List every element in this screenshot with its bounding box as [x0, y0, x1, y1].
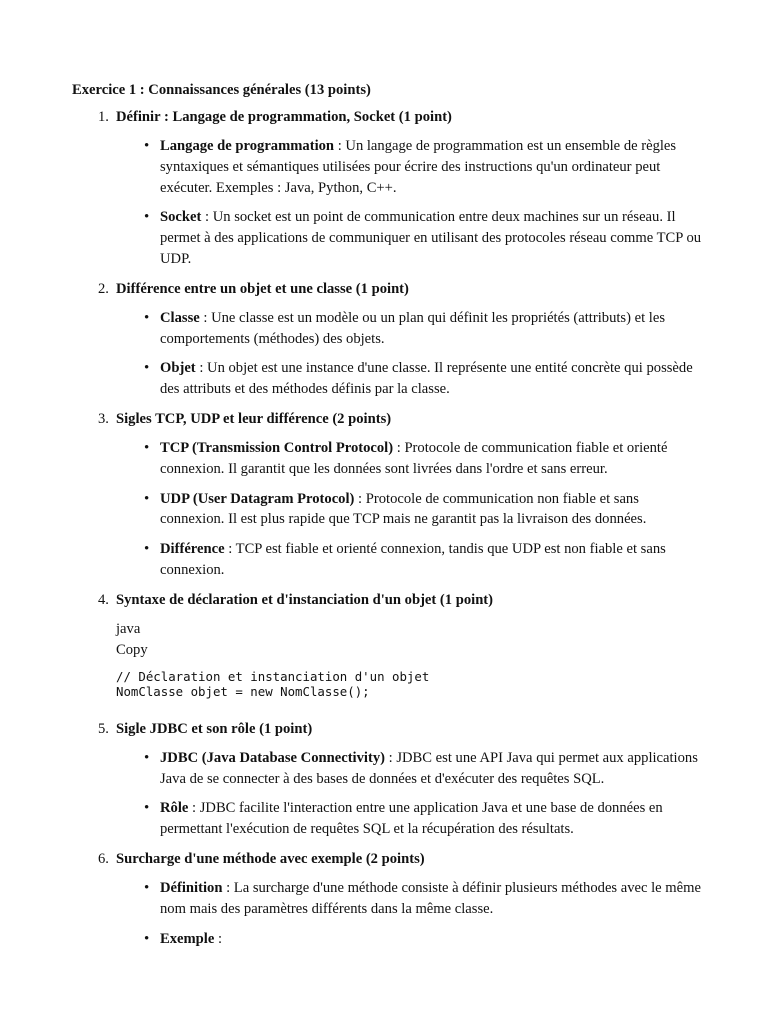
document-page: [72, 80, 702, 949]
list-item: [116, 798, 702, 840]
question-number: 5.: [98, 720, 109, 737]
question-number: 4.: [98, 591, 109, 608]
question-heading: Différence entre un objet et une classe (1 point): [116, 280, 409, 297]
question-5: [72, 719, 702, 840]
bullet-icon: •: [144, 138, 150, 154]
copy-button[interactable]: Copy: [116, 641, 148, 658]
code-line: // Déclaration et instanciation d'un objet: [116, 668, 430, 684]
list-item: [116, 489, 702, 531]
question-list: [72, 107, 702, 949]
question-1: [72, 107, 702, 270]
list-item: [116, 539, 702, 581]
question-heading: Surcharge d'une méthode avec exemple (2 points): [116, 850, 425, 867]
bullet-icon: •: [144, 930, 150, 947]
bullet-icon: •: [144, 800, 150, 817]
term: Objet: [160, 360, 196, 377]
code-line: NomClasse objet = new NomClasse();: [116, 683, 370, 699]
question-heading: Sigle JDBC et son rôle (1 point): [116, 720, 313, 737]
definition: : Protocole de communication non fiable et sans connexion. Il est plus rapide que TCP mais ne garantit pas la livraison des données.: [160, 490, 647, 528]
question-heading: Syntaxe de déclaration et d'instanciation d'un objet (1 point): [116, 591, 494, 608]
definition: : Une classe est un modèle ou un plan qui définit les propriétés (attributs) et les comportements (méthodes) des objets.: [160, 309, 665, 347]
definition: : Un langage de programmation est un ensemble de règles syntaxiques et sémantiques utilisées pour écrire des instructions qu'un ordinateur peut exécuter. Exemples : Java, Python, C++.: [160, 138, 677, 196]
question-heading: Définir : Langage de programmation, Socket (1 point): [116, 109, 452, 125]
question-heading: Sigles TCP, UDP et leur différence (2 points): [116, 410, 392, 427]
bullet-icon: •: [144, 541, 150, 558]
exercise-title: Exercice 1 : Connaissances générales (13 points): [72, 82, 371, 98]
code-language-label: java: [116, 620, 141, 637]
list-item: [116, 358, 702, 400]
bullet-icon: •: [144, 439, 150, 456]
list-item: [116, 878, 702, 920]
question-4: [72, 590, 702, 699]
definition: : Protocole de communication fiable et orienté connexion. Il garantit que les données sont livrées dans l'ordre et sans erreur.: [160, 439, 668, 477]
definition: : Un socket est un point de communication entre deux machines sur un réseau. Il permet à des applications de communiquer en utilisant des protocoles réseau comme TCP ou UDP.: [160, 209, 702, 267]
definition: : Un objet est une instance d'une classe. Il représente une entité concrète qui possède des attributs et des méthodes définis par la classe.: [160, 360, 693, 398]
list-item: [116, 136, 702, 198]
answer-list: [116, 878, 702, 949]
term: Socket: [160, 209, 202, 226]
term: Langage de programmation: [160, 138, 335, 154]
term: Exemple: [160, 930, 215, 947]
question-number: 2.: [98, 280, 109, 297]
question-6: [72, 849, 702, 949]
definition: :: [214, 930, 223, 947]
term: TCP (Transmission Control Protocol): [160, 439, 394, 456]
answer-list: [116, 748, 702, 840]
term: Classe: [160, 309, 200, 326]
bullet-icon: •: [144, 879, 150, 896]
term: UDP (User Datagram Protocol): [160, 490, 355, 507]
question-number: 3.: [98, 410, 109, 427]
question-number: 6.: [98, 850, 109, 867]
code-snippet: [116, 669, 702, 699]
list-item: [116, 748, 702, 790]
code-block: [116, 619, 702, 699]
term: Définition: [160, 879, 223, 896]
definition: : La surcharge d'une méthode consiste à définir plusieurs méthodes avec le même nom mais des paramètres différents dans la même classe.: [160, 879, 701, 917]
bullet-icon: •: [144, 209, 150, 226]
bullet-icon: •: [144, 749, 150, 766]
term: JDBC (Java Database Connectivity): [160, 749, 385, 766]
term: Rôle: [160, 800, 189, 817]
question-2: [72, 279, 702, 400]
answer-list: [116, 308, 702, 400]
list-item: [116, 438, 702, 480]
list-item: [116, 929, 702, 950]
definition: : JDBC est une API Java qui permet aux applications Java de se connecter à des bases de données et d'exécuter des requêtes SQL.: [160, 749, 698, 787]
answer-list: [116, 136, 702, 270]
list-item: [116, 207, 702, 269]
bullet-icon: •: [144, 360, 150, 377]
bullet-icon: •: [144, 490, 150, 507]
question-3: [72, 409, 702, 581]
term: Différence: [160, 541, 225, 558]
answer-list: [116, 438, 702, 581]
definition: : TCP est fiable et orienté connexion, tandis que UDP est non fiable et sans connexion.: [160, 541, 666, 578]
question-number: 1.: [98, 109, 109, 125]
bullet-icon: •: [144, 309, 150, 326]
list-item: [116, 308, 702, 350]
definition: : JDBC facilite l'interaction entre une application Java et une base de données en permettant l'exécution de requêtes SQL et la récupération des résultats.: [160, 800, 663, 838]
